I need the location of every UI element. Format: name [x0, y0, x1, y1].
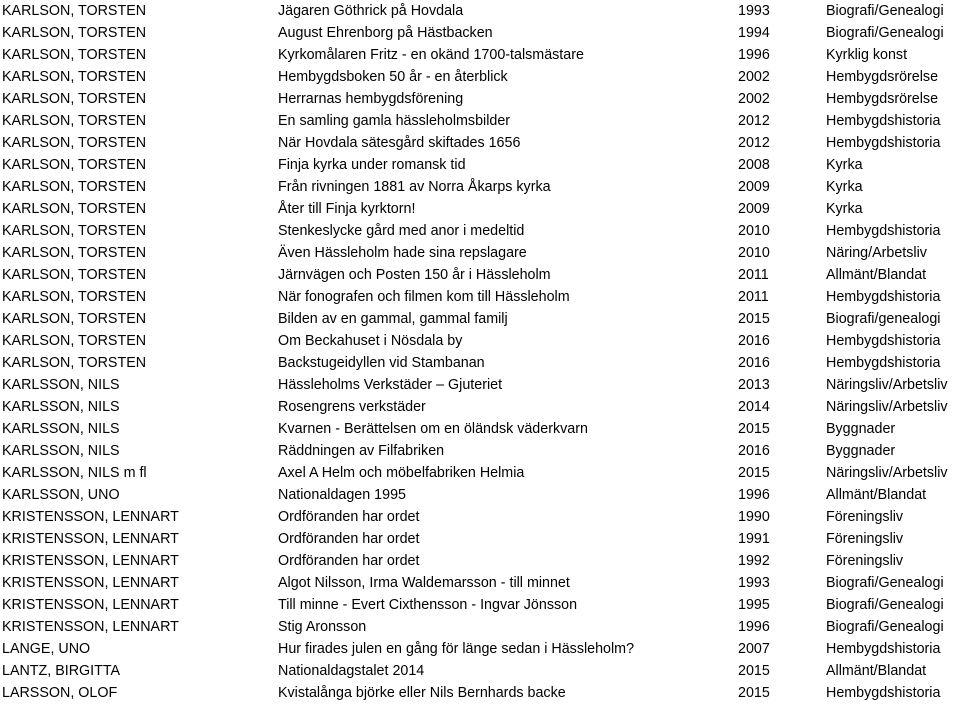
- article-listing: [2, 0, 960, 704]
- year-cell: 2015: [738, 663, 770, 679]
- year-cell: 2015: [738, 421, 770, 437]
- listing-row: [2, 528, 960, 550]
- year-cell: 2009: [738, 179, 770, 195]
- listing-row: [2, 374, 960, 396]
- year-cell: 1996: [738, 619, 770, 635]
- title-cell: Kvarnen - Berättelsen om en öländsk väderkvarn: [278, 421, 588, 437]
- category-cell: Biografi/genealogi: [826, 311, 941, 327]
- listing-row: [2, 484, 960, 506]
- category-cell: Kyrka: [826, 179, 863, 195]
- listing-row: [2, 418, 960, 440]
- category-cell: Näringsliv/Arbetsliv: [826, 399, 948, 415]
- author-cell: KARLSON, TORSTEN: [2, 25, 147, 41]
- author-cell: KARLSSON, NILS: [2, 421, 120, 437]
- listing-row: [2, 462, 960, 484]
- category-cell: Byggnader: [826, 443, 896, 459]
- year-cell: 1995: [738, 597, 770, 613]
- title-cell: Till minne - Evert Cixthensson - Ingvar Jönsson: [278, 597, 578, 613]
- author-cell: KRISTENSSON, LENNART: [2, 619, 179, 635]
- title-cell: Hässleholms Verkstäder – Gjuteriet: [278, 377, 503, 393]
- listing-row: [2, 682, 960, 704]
- title-cell: Kyrkomålaren Fritz - en okänd 1700-talsmästare: [278, 47, 584, 63]
- author-cell: LARSSON, OLOF: [2, 685, 118, 701]
- listing-row: [2, 242, 960, 264]
- year-cell: 1996: [738, 47, 770, 63]
- category-cell: Kyrka: [826, 157, 863, 173]
- title-cell: Herrarnas hembygdsförening: [278, 91, 464, 107]
- listing-row: [2, 154, 960, 176]
- title-cell: Kvistalånga björke eller Nils Bernhards backe: [278, 685, 566, 701]
- category-cell: Föreningsliv: [826, 553, 904, 569]
- title-cell: Stenkeslycke gård med anor i medeltid: [278, 223, 525, 239]
- category-cell: Hembygdshistoria: [826, 223, 941, 239]
- listing-row: [2, 638, 960, 660]
- year-cell: 2011: [738, 289, 769, 305]
- category-cell: Biografi/Genealogi: [826, 575, 944, 591]
- listing-row: [2, 176, 960, 198]
- category-cell: Hembygdshistoria: [826, 641, 941, 657]
- category-cell: Näringsliv/Arbetsliv: [826, 377, 948, 393]
- category-cell: Hembygdshistoria: [826, 355, 941, 371]
- author-cell: KARLSON, TORSTEN: [2, 69, 147, 85]
- author-cell: KRISTENSSON, LENNART: [2, 531, 179, 547]
- listing-row: [2, 264, 960, 286]
- author-cell: KRISTENSSON, LENNART: [2, 509, 179, 525]
- year-cell: 2010: [738, 245, 770, 261]
- listing-row: [2, 132, 960, 154]
- title-cell: Järnvägen och Posten 150 år i Hässleholm: [278, 267, 551, 283]
- year-cell: 2012: [738, 135, 770, 151]
- title-cell: När fonografen och filmen kom till Hässleholm: [278, 289, 570, 305]
- listing-row: [2, 220, 960, 242]
- title-cell: När Hovdala sätesgård skiftades 1656: [278, 135, 521, 151]
- listing-row: [2, 352, 960, 374]
- listing-row: [2, 44, 960, 66]
- category-cell: Näring/Arbetsliv: [826, 245, 927, 261]
- year-cell: 2015: [738, 685, 770, 701]
- category-cell: Biografi/Genealogi: [826, 3, 944, 19]
- year-cell: 2016: [738, 333, 770, 349]
- author-cell: KARLSON, TORSTEN: [2, 333, 147, 349]
- year-cell: 2007: [738, 641, 770, 657]
- title-cell: Backstugeidyllen vid Stambanan: [278, 355, 485, 371]
- year-cell: 2014: [738, 399, 770, 415]
- category-cell: Biografi/Genealogi: [826, 597, 944, 613]
- author-cell: KARLSON, TORSTEN: [2, 135, 147, 151]
- category-cell: Hembygdshistoria: [826, 333, 941, 349]
- title-cell: Rosengrens verkstäder: [278, 399, 426, 415]
- listing-row: [2, 110, 960, 132]
- author-cell: KARLSON, TORSTEN: [2, 289, 147, 305]
- listing-row: [2, 330, 960, 352]
- title-cell: Hembygdsboken 50 år - en återblick: [278, 69, 508, 85]
- category-cell: Föreningsliv: [826, 531, 904, 547]
- category-cell: Byggnader: [826, 421, 896, 437]
- title-cell: Nationaldagstalet 2014: [278, 663, 425, 679]
- listing-row: [2, 0, 960, 22]
- title-cell: Nationaldagen 1995: [278, 487, 406, 503]
- year-cell: 1993: [738, 3, 770, 19]
- author-cell: KARLSON, TORSTEN: [2, 113, 147, 129]
- listing-row: [2, 22, 960, 44]
- category-cell: Näringsliv/Arbetsliv: [826, 465, 948, 481]
- title-cell: Från rivningen 1881 av Norra Åkarps kyrka: [278, 179, 551, 195]
- listing-row: [2, 198, 960, 220]
- author-cell: KARLSON, TORSTEN: [2, 157, 147, 173]
- author-cell: LANGE, UNO: [2, 641, 91, 657]
- title-cell: Stig Aronsson: [278, 619, 367, 635]
- author-cell: KRISTENSSON, LENNART: [2, 553, 179, 569]
- title-cell: Ordföranden har ordet: [278, 509, 420, 525]
- listing-row: [2, 396, 960, 418]
- title-cell: Åter till Finja kyrktorn!: [278, 201, 416, 217]
- category-cell: Kyrka: [826, 201, 863, 217]
- category-cell: Hembygdsrörelse: [826, 69, 939, 85]
- author-cell: KARLSON, TORSTEN: [2, 267, 147, 283]
- author-cell: LANTZ, BIRGITTA: [2, 663, 121, 679]
- listing-row: [2, 286, 960, 308]
- listing-row: [2, 594, 960, 616]
- category-cell: Kyrklig konst: [826, 47, 908, 63]
- author-cell: KARLSSON, UNO: [2, 487, 120, 503]
- author-cell: KARLSON, TORSTEN: [2, 201, 147, 217]
- listing-row: [2, 308, 960, 330]
- year-cell: 2015: [738, 465, 770, 481]
- year-cell: 1991: [738, 531, 770, 547]
- listing-row: [2, 66, 960, 88]
- author-cell: KARLSON, TORSTEN: [2, 3, 147, 19]
- year-cell: 1992: [738, 553, 770, 569]
- year-cell: 2002: [738, 69, 770, 85]
- year-cell: 2012: [738, 113, 770, 129]
- year-cell: 2002: [738, 91, 770, 107]
- author-cell: KARLSSON, NILS: [2, 399, 120, 415]
- category-cell: Hembygdshistoria: [826, 113, 941, 129]
- author-cell: KARLSSON, NILS m fl: [2, 465, 147, 481]
- year-cell: 2008: [738, 157, 770, 173]
- title-cell: Jägaren Göthrick på Hovdala: [278, 3, 464, 19]
- title-cell: August Ehrenborg på Hästbacken: [278, 25, 493, 41]
- title-cell: En samling gamla hässleholmsbilder: [278, 113, 511, 129]
- author-cell: KARLSON, TORSTEN: [2, 311, 147, 327]
- year-cell: 1994: [738, 25, 770, 41]
- category-cell: Allmänt/Blandat: [826, 487, 927, 503]
- author-cell: KARLSON, TORSTEN: [2, 355, 147, 371]
- category-cell: Biografi/Genealogi: [826, 619, 944, 635]
- year-cell: 1990: [738, 509, 770, 525]
- year-cell: 2013: [738, 377, 770, 393]
- listing-row: [2, 440, 960, 462]
- title-cell: Ordföranden har ordet: [278, 531, 420, 547]
- title-cell: Axel A Helm och möbelfabriken Helmia: [278, 465, 525, 481]
- year-cell: 2015: [738, 311, 770, 327]
- title-cell: Finja kyrka under romansk tid: [278, 157, 466, 173]
- category-cell: Hembygdshistoria: [826, 135, 941, 151]
- author-cell: KARLSSON, NILS: [2, 443, 120, 459]
- author-cell: KARLSON, TORSTEN: [2, 91, 147, 107]
- title-cell: Ordföranden har ordet: [278, 553, 420, 569]
- listing-row: [2, 506, 960, 528]
- author-cell: KARLSSON, NILS: [2, 377, 120, 393]
- listing-row: [2, 660, 960, 682]
- author-cell: KARLSON, TORSTEN: [2, 223, 147, 239]
- title-cell: Även Hässleholm hade sina repslagare: [278, 245, 527, 261]
- category-cell: Hembygdshistoria: [826, 289, 941, 305]
- year-cell: 2010: [738, 223, 770, 239]
- category-cell: Hembygdsrörelse: [826, 91, 939, 107]
- title-cell: Algot Nilsson, Irma Waldemarsson - till minnet: [278, 575, 570, 591]
- listing-row: [2, 550, 960, 572]
- year-cell: 2016: [738, 443, 770, 459]
- category-cell: Hembygdshistoria: [826, 685, 941, 701]
- author-cell: KRISTENSSON, LENNART: [2, 575, 179, 591]
- year-cell: 2009: [738, 201, 770, 217]
- year-cell: 2016: [738, 355, 770, 371]
- year-cell: 1993: [738, 575, 770, 591]
- title-cell: Bilden av en gammal, gammal familj: [278, 311, 508, 327]
- listing-row: [2, 616, 960, 638]
- year-cell: 2011: [738, 267, 769, 283]
- author-cell: KRISTENSSON, LENNART: [2, 597, 179, 613]
- category-cell: Allmänt/Blandat: [826, 267, 927, 283]
- title-cell: Hur firades julen en gång för länge sedan i Hässleholm?: [278, 641, 635, 657]
- category-cell: Allmänt/Blandat: [826, 663, 927, 679]
- year-cell: 1996: [738, 487, 770, 503]
- listing-row: [2, 572, 960, 594]
- title-cell: Om Beckahuset i Nösdala by: [278, 333, 463, 349]
- listing-row: [2, 88, 960, 110]
- title-cell: Räddningen av Filfabriken: [278, 443, 445, 459]
- author-cell: KARLSON, TORSTEN: [2, 245, 147, 261]
- author-cell: KARLSON, TORSTEN: [2, 179, 147, 195]
- category-cell: Föreningsliv: [826, 509, 904, 525]
- author-cell: KARLSON, TORSTEN: [2, 47, 147, 63]
- category-cell: Biografi/Genealogi: [826, 25, 944, 41]
